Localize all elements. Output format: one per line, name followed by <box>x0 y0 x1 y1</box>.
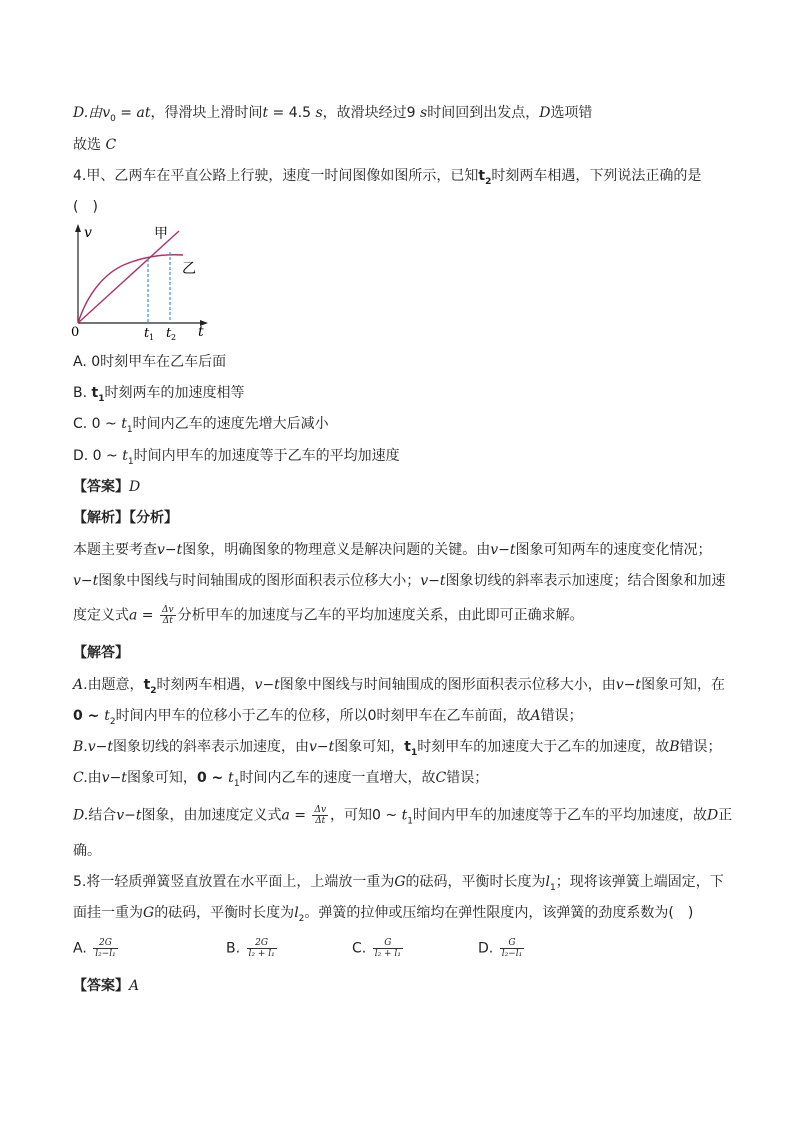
q5-option-d: D. $\frac{G}{\text{l₂−l₁}}$ <box>478 938 523 959</box>
t1-tick-sub: 1 <box>149 333 155 342</box>
question-5-stem-1: 5.将一轻质弹簧竖直放置在水平面上，上端放一重为G的砝码，平衡时长度为$l_1$；现将该弹簧上端固定，下 <box>73 874 724 893</box>
analysis-line-3: 度定义式a = $\frac{\Delta v}{\Delta t}$ 分析甲车的加速度与乙车的平均加速度关系，由此即可正确求解。 <box>73 605 584 626</box>
v-axis-arrow <box>75 224 81 232</box>
jia-line <box>78 231 179 323</box>
answer-4: 【答案】D <box>73 479 141 495</box>
analysis-line-2: v−t图象中图线与时间轴围成的图形面积表示位移大小；v−t图象切线的斜率表示加速度；结合图象和加速 <box>73 573 726 589</box>
t2-tick-label: t <box>166 326 172 341</box>
velocity-time-graph <box>66 222 216 344</box>
analysis-heading: 【解析】【分析】 <box>73 510 178 526</box>
solution-d: D.结合v−t图象，由加速度定义式a = $\frac{\Delta v}{\Delta t}$ ，可知0 ~ $t_1$时间内甲车的加速度等于乙车的平均加速度，故D正 <box>73 805 733 827</box>
axis-v-label: v <box>84 225 92 241</box>
analysis-line-1: 本题主要考查v−t图象，明确图象的物理意义是解决问题的关键。由v−t图象可知两车的速度变化情况； <box>73 542 712 558</box>
q5-option-b-fraction: $\frac{2G}{\text{l₂ + l₁}}$ <box>248 938 275 959</box>
solution-heading: 【解答】 <box>73 645 129 661</box>
t1-tick-label: t <box>144 326 150 341</box>
option-b: B. $t_1$时刻两车的加速度相等 <box>73 385 245 404</box>
axis-t-label: t <box>198 324 204 340</box>
q5-option-c-fraction: $\frac{G}{\text{l₂ + l₁}}$ <box>374 938 401 959</box>
solution-line-d: D.由$v_0$ = at，得滑块上滑时间t = 4.5 s，故滑块经过9 s时间回到出发点，D选项错 <box>73 105 593 124</box>
choose-line: 故选 C <box>73 137 117 153</box>
question-4-blank: ( ) <box>73 199 98 215</box>
t2-tick-sub: 2 <box>171 333 177 342</box>
q5-option-d-fraction: $\frac{G}{\text{l₂−l₁}}$ <box>501 938 523 959</box>
origin-label: 0 <box>71 325 80 340</box>
question-5-stem-2: 面挂一重为G的砝码，平衡时长度为$l_2$。弹簧的拉伸或压缩均在弹性限度内，该弹簧的劲度系数为( ) <box>73 905 694 924</box>
solution-d-cont: 确。 <box>73 843 101 859</box>
acceleration-fraction-2: $\frac{\Delta v}{\Delta t}$ <box>314 805 327 826</box>
solution-b: B.v−t图象切线的斜率表示加速度，由v−t图象可知，$t_1$时刻甲车的加速度大于乙车的加速度，故B错误； <box>73 739 722 758</box>
option-c: C. 0 ~ $t_1$时间内乙车的速度先增大后减小 <box>73 416 329 435</box>
yi-curve <box>78 255 183 323</box>
q5-option-a: A. $\frac{2G}{\text{l₂−l₁}}$ <box>73 938 116 959</box>
solution-c: C.由v−t图象可知，0 ~ $t_1$时间内乙车的速度一直增大，故C错误； <box>73 770 489 789</box>
q5-option-c: C. $\frac{G}{\text{l₂ + l₁}}$ <box>352 938 401 959</box>
question-4-stem: 4.甲、乙两车在平直公路上行驶，速度一时间图像如图所示，已知$t_2$时刻两车相遇，下列说法正确的是 <box>73 168 702 187</box>
option-a: A. 0时刻甲车在乙车后面 <box>73 354 227 370</box>
option-d: D. 0 ~ $t_1$时间内甲车的加速度等于乙车的平均加速度 <box>73 448 400 467</box>
jia-label: 甲 <box>154 226 168 242</box>
q5-option-b: B. $\frac{2G}{\text{l₂ + l₁}}$ <box>226 938 275 959</box>
q5-option-a-fraction: $\frac{2G}{\text{l₂−l₁}}$ <box>95 938 116 959</box>
solution-a-line-1: A.由题意，$t_2$时刻两车相遇，v−t图象中图线与时间轴围成的图形面积表示位移大小，由v−t图象可知，在 <box>73 677 726 696</box>
solution-a-line-2: 0 ~ $t_2$时间内甲车的位移小于乙车的位移，所以0时刻甲车在乙车前面，故A错误； <box>73 708 583 727</box>
acceleration-fraction: $\frac{\Delta v}{\Delta t}$ <box>162 605 174 626</box>
answer-5: 【答案】A <box>73 978 140 994</box>
yi-label: 乙 <box>182 261 196 277</box>
